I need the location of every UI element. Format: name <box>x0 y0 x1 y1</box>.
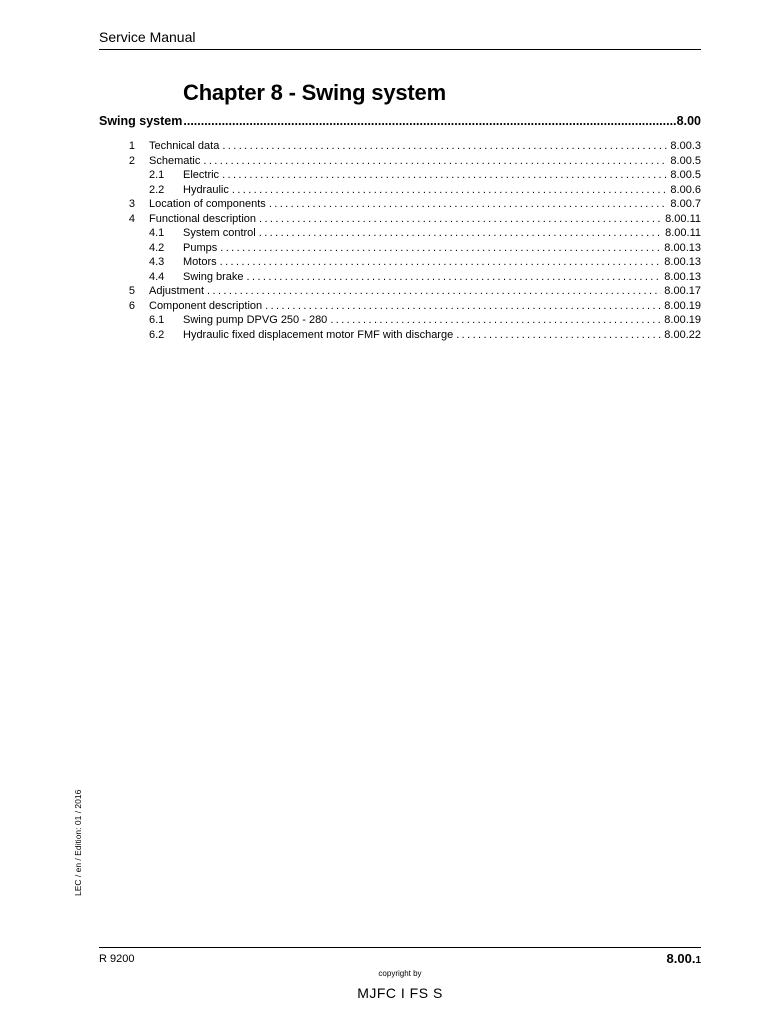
toc-entry-number: 3 <box>128 198 135 210</box>
toc-entry[interactable] <box>99 284 701 299</box>
toc-entry-number: 2.2 <box>149 183 165 196</box>
toc-main-page: 8.00 <box>676 114 701 128</box>
toc-entry-page: 8.00.22 <box>664 328 701 341</box>
toc-entry-number: 5 <box>128 285 135 297</box>
toc-entry-label: Pumps <box>183 241 218 254</box>
footer-page-sub: 1 <box>695 955 701 966</box>
edition-side-note: LEC / en / Edition: 01 / 2016 <box>73 789 83 896</box>
toc-entry-page: 8.00.5 <box>670 154 701 167</box>
toc-entry-page: 8.00.3 <box>670 140 701 152</box>
toc-entry[interactable] <box>99 299 701 314</box>
toc-entry-leader <box>220 255 662 270</box>
toc-entry-page: 8.00.5 <box>670 169 701 181</box>
footer-rule <box>99 947 701 948</box>
toc-entry-number: 4.1 <box>149 227 165 239</box>
toc-entry-leader <box>222 168 667 183</box>
toc-entry-number: 4.3 <box>149 256 165 268</box>
footer-model: R 9200 <box>99 953 135 965</box>
toc-entry-number: 4.2 <box>149 241 165 254</box>
toc-entry[interactable] <box>99 139 701 154</box>
toc-entry[interactable] <box>99 183 701 198</box>
toc-entry[interactable] <box>99 328 701 343</box>
toc-entry-page: 8.00.6 <box>670 183 701 196</box>
toc-entry-number: 6.2 <box>149 328 165 341</box>
toc-main-entry[interactable] <box>99 114 701 130</box>
toc-entry[interactable] <box>99 241 701 256</box>
toc-entry-label: Swing pump DPVG 250 - 280 <box>183 314 328 326</box>
toc-main-leader <box>183 114 675 128</box>
toc-entry-leader <box>259 226 662 241</box>
toc-entry-number: 2 <box>128 154 135 167</box>
toc-entry-leader <box>232 183 668 198</box>
toc-entry[interactable] <box>99 212 701 227</box>
toc-entry-leader <box>220 241 661 256</box>
toc-entry-number: 2.1 <box>149 169 165 181</box>
toc-entry-label: Schematic <box>149 154 201 167</box>
toc-entry-label: Hydraulic <box>183 183 229 196</box>
toc-entry-leader <box>456 328 661 343</box>
toc-entry-label: Technical data <box>149 140 220 152</box>
toc-entry[interactable] <box>99 313 701 328</box>
footer-page-main: 8.00. <box>666 951 696 966</box>
toc-entry-page: 8.00.11 <box>665 212 701 225</box>
toc-entry-label: Functional description <box>149 212 257 225</box>
toc-entry-number: 4.4 <box>149 270 165 283</box>
toc-entry-page: 8.00.13 <box>664 241 701 254</box>
footer-page-number <box>667 951 701 966</box>
toc-entry-number: 6.1 <box>149 314 165 326</box>
toc-entry-page: 8.00.13 <box>664 256 701 268</box>
toc-entry[interactable] <box>99 226 701 241</box>
header-rule <box>99 49 701 50</box>
toc-entry-leader <box>265 299 661 314</box>
toc-entry-leader <box>222 139 667 154</box>
toc-entry-page: 8.00.7 <box>670 198 701 210</box>
toc-entry-leader <box>269 197 668 212</box>
toc-entry-leader <box>207 284 661 299</box>
toc-entry-number: 4 <box>128 212 135 225</box>
toc-entry-leader <box>259 212 662 227</box>
header-title: Service Manual <box>99 29 196 45</box>
toc-entry[interactable] <box>99 255 701 270</box>
toc-entry-leader <box>330 313 661 328</box>
toc-entry-leader <box>203 154 667 169</box>
toc-entry-number: 1 <box>128 140 135 152</box>
toc-entry-label: Electric <box>183 169 220 181</box>
toc-entry-label: Component description <box>149 299 263 312</box>
table-of-contents <box>99 139 701 342</box>
toc-entry-page: 8.00.19 <box>664 314 701 326</box>
toc-entry[interactable] <box>99 154 701 169</box>
toc-entry[interactable] <box>99 168 701 183</box>
toc-entry-label: System control <box>183 227 256 239</box>
toc-entry-page: 8.00.11 <box>665 227 701 239</box>
toc-entry-label: Location of components <box>149 198 266 210</box>
watermark-text: MJFC I FS S <box>357 985 443 1001</box>
toc-entry-number: 6 <box>128 299 135 312</box>
toc-entry-page: 8.00.13 <box>664 270 701 283</box>
toc-entry-label: Hydraulic fixed displacement motor FMF with discharge <box>183 328 454 341</box>
toc-entry-label: Motors <box>183 256 217 268</box>
toc-entry[interactable] <box>99 197 701 212</box>
toc-main-label: Swing system <box>99 114 183 128</box>
toc-entry-label: Adjustment <box>149 285 205 297</box>
toc-entry-leader <box>247 270 662 285</box>
toc-entry[interactable] <box>99 270 701 285</box>
toc-entry-page: 8.00.17 <box>664 285 701 297</box>
toc-entry-label: Swing brake <box>183 270 244 283</box>
chapter-title: Chapter 8 - Swing system <box>183 80 446 105</box>
toc-entry-page: 8.00.19 <box>664 299 701 312</box>
copyright-text: copyright by <box>378 969 422 978</box>
